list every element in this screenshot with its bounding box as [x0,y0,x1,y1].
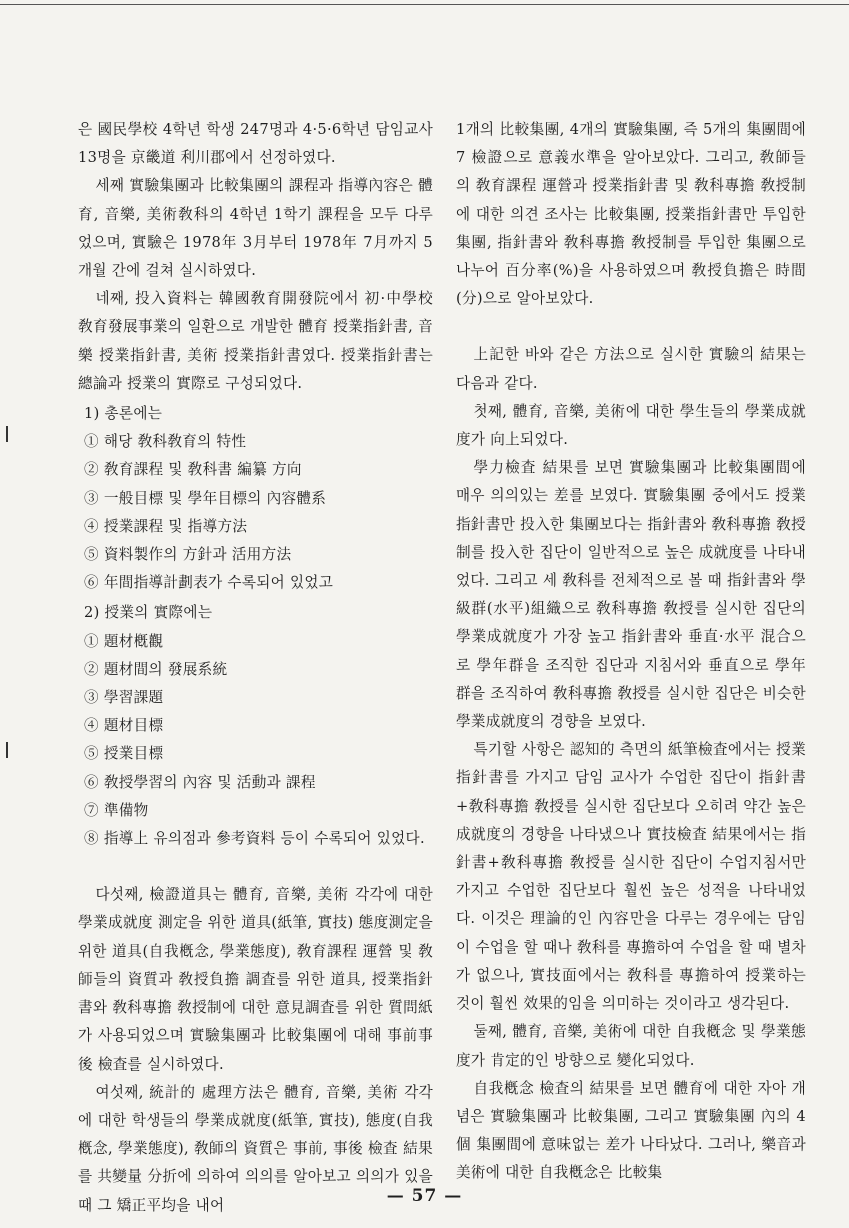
paragraph: 다섯째, 檢證道具는 體育, 音樂, 美術 각각에 대한 學業成就度 測定을 위한 道具(紙筆, 實技) 態度測定을 위한 道具(自我槪念, 學業態度), 敎育課程 運營 및 敎師들의 資質과 敎授負擔 調査를 위한 道具, 授業指針書와 敎科專擔 敎授制에 대한 意見調査를 위한 質問紙가 사용되었으며 實驗集團과 比較集團에 대해 事前事後 檢査를 실시하였다. [78,886,433,1073]
paragraph: 둘째, 體育, 音樂, 美術에 대한 自我槪念 및 學業態度가 肯定的인 방향으로 變化되었다. [456,1023,806,1069]
margin-mark [6,742,8,758]
paragraph: 특기할 사항은 認知的 측면의 紙筆檢査에서는 授業指針書를 가지고 담임 교사가 수업한 집단이 指針書+敎科專擔 敎授를 실시한 집단보다 오히려 약간 높은 成就度의 경향을 나타냈으나 實技檢査 結果에서는 指針書+敎科專擔 敎授를 실시한 집단이 수업지침서만 가지고 수업한 집단보다 훨씬 높은 성적을 나타내었다. 이것은 理論的인 內容만을 다루는 경우에는 담임이 수업을 할 때나 敎科를 專擔하여 수업을 할 때 별차가 없으나, 實技面에서는 敎科를 專擔하여 授業하는 것이 훨씬 效果的임을 의미하는 것이라고 생각된다. [456,741,806,1013]
list-item: ③ 一般目標 및 學年目標의 內容體系 [84,489,327,507]
list-item: ② 敎育課程 및 敎科書 編纂 方向 [84,461,302,479]
margin-mark [6,426,8,442]
list-item: ② 題材間의 發展系統 [84,660,228,678]
list-item: ① 題材槪觀 [84,632,164,650]
list-heading: 1) 총론에는 [84,405,163,423]
paragraph: 은 國民學校 4학년 학생 247명과 4·5·6학년 담임교사 13명을 京畿道 利川郡에서 선정하였다. [78,121,433,167]
list-item: ③ 學習課題 [84,689,164,707]
list-item: ⑧ 指導上 유의점과 參考資料 등이 수록되어 있었다. [84,830,425,848]
list-item: ⑦ 準備物 [84,801,149,819]
list-heading: 2) 授業의 實際에는 [84,604,213,622]
paragraph: 여섯째, 統計的 處理方法은 體育, 音樂, 美術 각각에 대한 학생들의 學業成就度(紙筆, 實技), 態度(自我槪念, 學業態度), 敎師의 資質은 事前, 事後 檢査 結果를 共變量 分折에 의하여 의의를 알아보고 의의가 있을 때 그 矯正平均을 내어 [78,1083,433,1214]
list-item: ⑥ 年間指導計劃表가 수록되어 있었고 [84,574,334,592]
overview-list [78,400,433,853]
right-column [456,116,806,1188]
page-number: — 57 — [386,1186,463,1206]
paragraph: 自我槪念 檢査의 結果를 보면 體育에 대한 자아 개념은 實驗集團과 比較集團, 그리고 實驗集團 內의 4個 集團間에 意味없는 差가 나타났다. 그러나, 樂音과 美術에 대한 自我槪念은 比較集 [456,1079,806,1182]
paragraph: 첫째, 體育, 音樂, 美術에 대한 學生들의 學業成就度가 向上되었다. [456,402,806,449]
paragraph: 1개의 比較集團, 4개의 實驗集團, 즉 5개의 集團間에 7 檢證으로 意義水準을 알아보았다. 그리고, 敎師들의 敎育課程 運營과 授業指針書 및 敎科專擔 敎授制에 대한 의견 조사는 比較集團, 授業指針書만 투입한 集團, 指針書와 敎科專擔 敎授制를 투입한 集團으로 나누어 百分率(%)을 사용하였으며 敎授負擔은 時間(分)으로 알아보았다. [456,121,806,308]
paragraph: 세째 實驗集團과 比較集團의 課程과 指導內容은 體育, 音樂, 美術敎科의 4학년 1학기 課程을 모두 다루었으며, 實驗은 1978年 3月부터 1978年 7月까지 5개월 간에 걸쳐 실시하였다. [78,177,433,280]
paragraph: 上記한 바와 같은 方法으로 실시한 實驗의 結果는 다음과 같다. [456,346,806,392]
list-item: ⑤ 授業目標 [84,745,164,763]
paragraph: 學力檢査 結果를 보면 實驗集團과 比較集團間에 매우 의의있는 差를 보였다. 實驗集團 중에서도 授業指針書만 投入한 集團보다는 指針書와 敎科專擔 敎授制를 投入한 집단이 일반적으로 높은 成就度를 나타내었다. 그리고 세 敎科를 전체적으로 볼 때 指針書와 學級群(水平)組織으로 敎科專擔 敎授를 실시한 집단의 學業成就度가 가장 높고 指針書와 垂直·水平 混合으로 學年群을 조직한 집단과 지침서와 垂直으로 學年群을 조직하여 敎科專擔 敎授를 실시한 집단은 비슷한 學業成就度의 경향을 보였다. [456,459,806,731]
paragraph: 네째, 投入資料는 韓國敎育開發院에서 初·中學校 敎育發展事業의 일환으로 개발한 體育 授業指針書, 音樂 授業指針書, 美術 授業指針書였다. 授業指針書는 總論과 授業의 實際로 구성되었다. [78,290,433,392]
list-item: ① 해당 敎科敎育의 特性 [84,433,247,451]
list-item: ④ 授業課程 및 指導方法 [84,517,248,535]
list-item: ⑤ 資料製作의 方針과 活用方法 [84,546,292,564]
list-item: ④ 題材目標 [84,717,164,735]
list-item: ⑥ 敎授學習의 內容 및 活動과 課程 [84,773,316,791]
top-rule [0,4,849,5]
left-column [78,116,433,1220]
